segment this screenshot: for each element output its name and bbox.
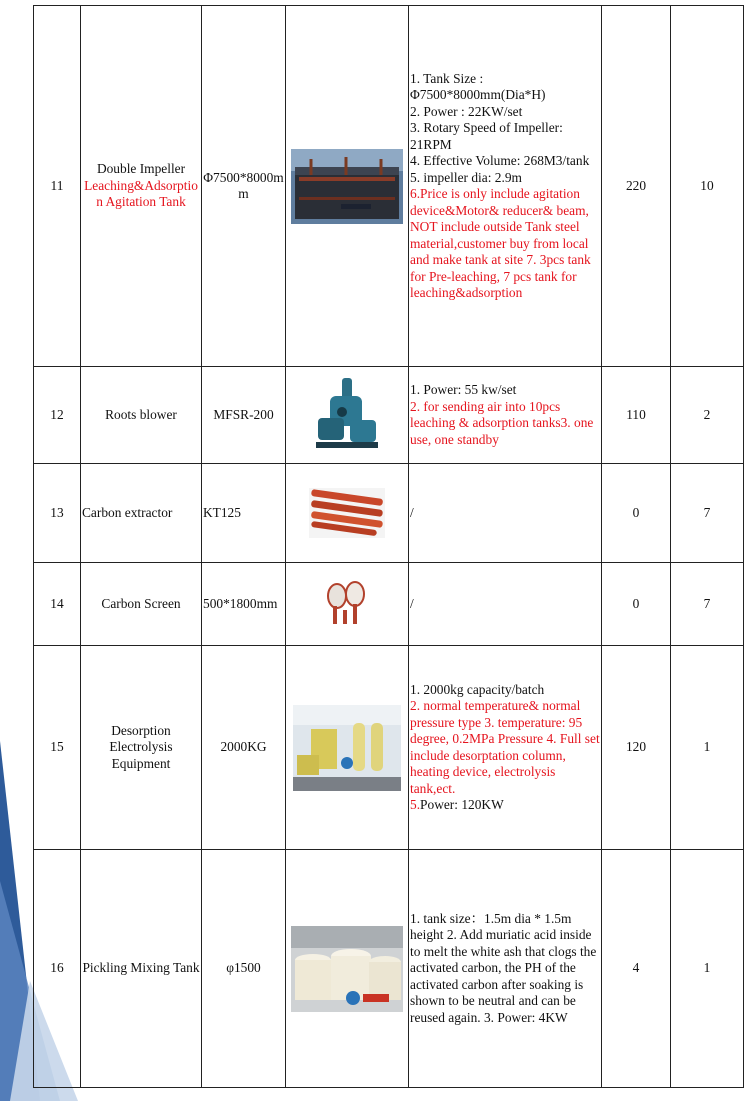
equipment-description — [409, 367, 602, 464]
equipment-name: Carbon Screen — [81, 563, 202, 646]
equipment-quantity: 10 — [671, 6, 744, 367]
desc-line: 1. 2000kg capacity/batch — [410, 681, 545, 697]
row-number: 13 — [34, 464, 81, 563]
desc-line: Power: 120KW — [420, 797, 504, 812]
equipment-name: Pickling Mixing Tank — [81, 850, 202, 1088]
table-row — [34, 850, 744, 1088]
equipment-image-cell — [286, 367, 409, 464]
equipment-model: Φ7500*8000mm — [202, 6, 286, 367]
equipment-model: 2000KG — [202, 646, 286, 850]
carbon-screen-photo — [323, 580, 371, 628]
equipment-name: Desorption Electrolysis Equipment — [81, 646, 202, 850]
roots-blower-photo — [312, 376, 382, 454]
equipment-name-red: Leaching&Adsorption Agitation Tank — [84, 177, 198, 210]
equipment-price: 220 — [602, 6, 671, 367]
desc-line: 3. Rotary Speed of Impeller: 21RPM — [410, 120, 563, 152]
row-number: 14 — [34, 563, 81, 646]
equipment-description: 1. tank size：1.5m dia * 1.5m height 2. Add muriatic acid inside to melt the white ash that clogs the activated carbon, the PH of the activated carbon after soaking is shown to be neutral and can be reused again. 3. Power: 4KW — [409, 850, 602, 1088]
carbon-extractor-photo — [309, 488, 385, 538]
table-row — [34, 6, 744, 367]
equipment-quantity: 2 — [671, 367, 744, 464]
desc-line: 5. impeller dia: 2.9m — [410, 169, 522, 185]
equipment-price: 120 — [602, 646, 671, 850]
equipment-quantity: 1 — [671, 646, 744, 850]
row-number: 12 — [34, 367, 81, 464]
desc-line: Φ7500*8000mm(Dia*H) — [410, 87, 546, 102]
equipment-price: 4 — [602, 850, 671, 1088]
table-row — [34, 646, 744, 850]
row-number: 15 — [34, 646, 81, 850]
desc-red-note: 2. for sending air into 10pcs leaching & adsorption tanks3. one use, one standby — [410, 398, 594, 447]
table-row — [34, 464, 744, 563]
desc-line: 4. Effective Volume: 268M3/tank — [410, 153, 590, 168]
row-number: 11 — [34, 6, 81, 367]
table-row — [34, 563, 744, 646]
equipment-model: MFSR-200 — [202, 367, 286, 464]
equipment-name: Carbon extractor — [81, 464, 202, 563]
desc-line: 1. Tank Size : — [410, 70, 484, 86]
equipment-quantity: 1 — [671, 850, 744, 1088]
equipment-image-cell — [286, 6, 409, 367]
equipment-name-black: Double Impeller — [96, 161, 186, 177]
equipment-image-cell — [286, 850, 409, 1088]
equipment-image-cell — [286, 563, 409, 646]
leaching-tank-photo — [291, 149, 403, 224]
desc-red-prefix: 5. — [410, 797, 421, 812]
equipment-quantity: 7 — [671, 563, 744, 646]
equipment-image-cell — [286, 646, 409, 850]
equipment-price: 110 — [602, 367, 671, 464]
desc-red-note: 6.Price is only include agitation device&Motor& reducer& beam, NOT include outside Tank steel material,customer buy from local and make tank at site 7. 3pcs tank for Pre-leaching, 7 pcs tank for leaching&adsorption — [410, 186, 591, 300]
table-row — [34, 367, 744, 464]
row-number: 16 — [34, 850, 81, 1088]
equipment-description — [409, 646, 602, 850]
equipment-description — [409, 6, 602, 367]
equipment-image-cell — [286, 464, 409, 563]
pickling-tank-photo — [291, 926, 403, 1012]
equipment-model: φ1500 — [202, 850, 286, 1088]
desorption-equipment-photo — [293, 705, 401, 791]
equipment-price: 0 — [602, 563, 671, 646]
equipment-name: Roots blower — [81, 367, 202, 464]
equipment-quantity: 7 — [671, 464, 744, 563]
equipment-price: 0 — [602, 464, 671, 563]
equipment-table — [33, 5, 744, 1088]
equipment-model: KT125 — [202, 464, 286, 563]
desc-red-note: 2. normal temperature& normal pressure type 3. temperature: 95 degree, 0.2MPa Pressure 4. Full set include desorptation column, heating device, electrolysis tank,ect. — [410, 698, 600, 796]
desc-line: 2. Power : 22KW/set — [410, 103, 523, 119]
equipment-model: 500*1800mm — [202, 563, 286, 646]
desc-line: 1. Power: 55 kw/set — [410, 382, 517, 397]
equipment-name — [81, 6, 202, 367]
equipment-description: / — [409, 464, 602, 563]
equipment-description: / — [409, 563, 602, 646]
